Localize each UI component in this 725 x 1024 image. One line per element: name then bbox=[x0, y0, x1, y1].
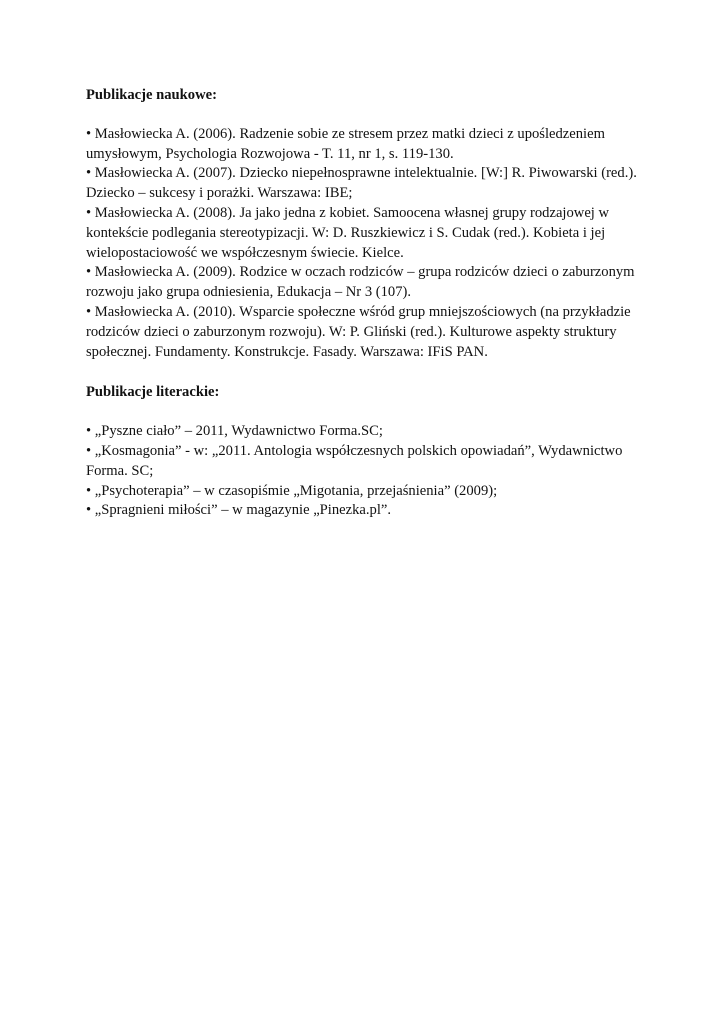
literary-publication-item: • „Spragnieni miłości” – w magazynie „Pinezka.pl”. bbox=[86, 502, 391, 519]
scientific-publication-item: • Masłowiecka A. (2010). Wsparcie społeczne wśród grup mniejszościowych (na przykładzie rodziców dzieci o zaburzonym rozwoju). W: P. Gliński (red.). Kulturowe aspekty struktury społecznej. Fundamenty. Konstrukcje. Fasady. Warszawa: IFiS PAN. bbox=[86, 303, 631, 360]
scientific-publication-item: • Masłowiecka A. (2007). Dziecko niepełnosprawne intelektualnie. [W:] R. Piwowarski (red.). Dziecko – sukcesy i porażki. Warszawa: IBE; bbox=[86, 165, 637, 202]
literary-publications-heading: Publikacje literackie: bbox=[86, 384, 220, 401]
literary-publication-item: • „Psychoterapia” – w czasopiśmie „Migotania, przejaśnienia” (2009); bbox=[86, 482, 498, 499]
scientific-publication-item: • Masłowiecka A. (2008). Ja jako jedna z kobiet. Samoocena własnej grupy rodzajowej w kontekście podlegania stereotypizacji. W: D. Ruszkiewicz i S. Cudak (red.). Kobieta i jej wielopostaciowość we współczesnym świecie. Kielce. bbox=[86, 204, 610, 261]
scientific-publication-item: • Masłowiecka A. (2006). Radzenie sobie ze stresem przez matki dzieci z upośledzeniem umysłowym, Psychologia Rozwojowa - T. 11, nr 1, s. 119-130. bbox=[86, 125, 605, 162]
scientific-publication-item: • Masłowiecka A. (2009). Rodzice w oczach rodziców – grupa rodziców dzieci o zaburzonym rozwoju jako grupa odniesienia, Edukacja – Nr 3 (107). bbox=[86, 264, 635, 301]
scientific-publications-list bbox=[86, 125, 646, 363]
literary-publications-section bbox=[86, 383, 646, 521]
literary-publication-item: • „Kosmagonia” - w: „2011. Antologia współczesnych polskich opowiadań”, Wydawnictwo Forma. SC; bbox=[86, 442, 623, 479]
literary-publication-item: • „Pyszne ciało” – 2011, Wydawnictwo Forma.SC; bbox=[86, 423, 383, 440]
scientific-publications-heading: Publikacje naukowe: bbox=[86, 87, 217, 103]
literary-publications-list bbox=[86, 422, 646, 521]
scientific-publications-section bbox=[86, 86, 646, 362]
document-content bbox=[86, 86, 646, 521]
